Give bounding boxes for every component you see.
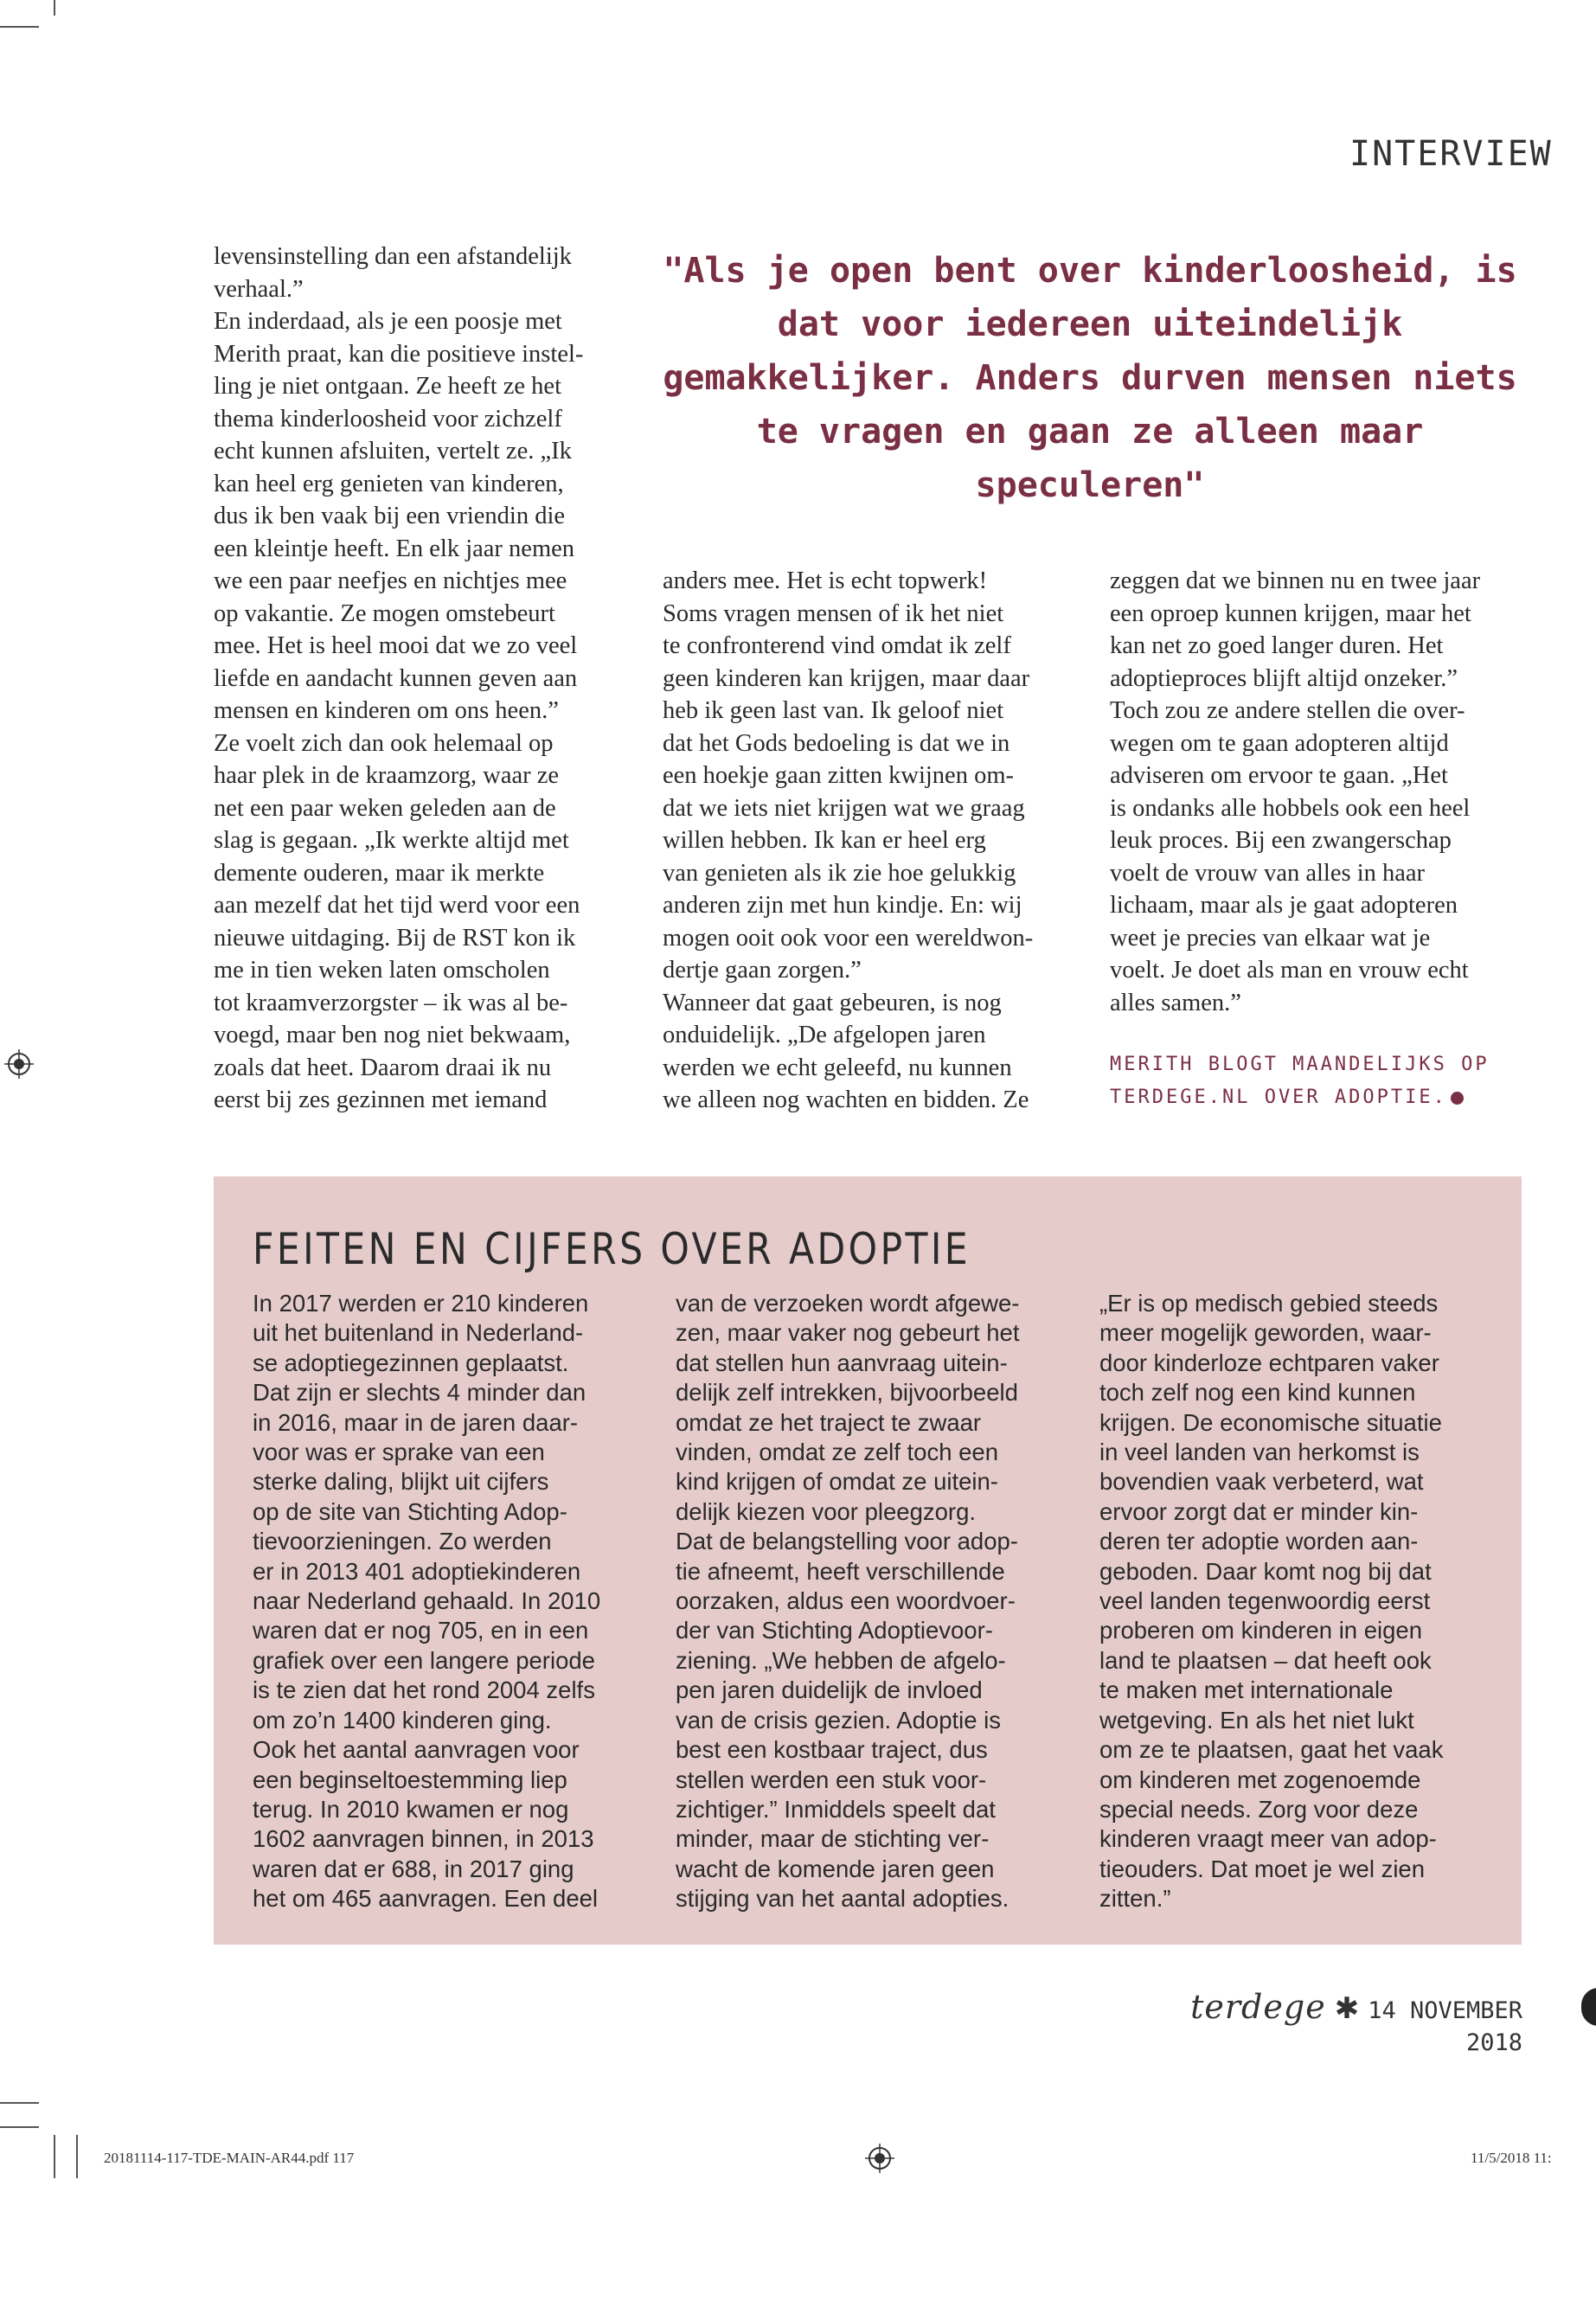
text-line: werden we echt geleefd, nu kunnen bbox=[663, 1054, 1012, 1081]
text-line: adoptieproces blijft altijd onzeker.” bbox=[1110, 664, 1458, 692]
text-line: krijgen. De economische situatie bbox=[1099, 1408, 1442, 1436]
text-line: op de site van Stichting Adop- bbox=[253, 1497, 567, 1525]
text-line: willen hebben. Ik kan er heel erg bbox=[663, 827, 986, 854]
text-line: een beginseltoestemming liep bbox=[253, 1766, 567, 1793]
text-line: meer mogelijk geworden, waar- bbox=[1099, 1319, 1432, 1347]
text-line: we alleen nog wachten en bidden. Ze bbox=[663, 1086, 1029, 1113]
text-line: waren dat er nog 705, en in een bbox=[253, 1617, 589, 1644]
text-line: aan mezelf dat het tijd werd voor een bbox=[214, 892, 580, 919]
text-line: proberen om kinderen in eigen bbox=[1099, 1617, 1423, 1644]
text-line: haar plek in de kraamzorg, waar ze bbox=[214, 762, 560, 789]
text-line: nieuwe uitdaging. Bij de RST kon ik bbox=[214, 924, 576, 952]
text-line: heb ik geen last van. Ik geloof niet bbox=[663, 697, 1004, 724]
text-line: voor was er sprake van een bbox=[253, 1439, 545, 1466]
text-line: adviseren om ervoor te gaan. „Het bbox=[1110, 762, 1448, 789]
registration-mark-icon bbox=[4, 1049, 34, 1079]
facts-column-3 bbox=[1099, 1289, 1489, 1914]
text-line: van genieten als ik zie hoe gelukkig bbox=[663, 859, 1016, 887]
brand-logo: terdege bbox=[1190, 1988, 1326, 2026]
text-line: voelt de vrouw van alles in haar bbox=[1110, 859, 1426, 887]
text-line: lichaam, maar als je gaat adopteren bbox=[1110, 892, 1458, 919]
text-line: tot kraamverzorgster – ik was al be- bbox=[214, 989, 568, 1016]
text-line: echt kunnen afsluiten, vertelt ze. „Ik bbox=[214, 438, 572, 465]
text-line: land te plaatsen – dat heeft ook bbox=[1099, 1646, 1432, 1674]
text-line: anders mee. Het is echt topwerk! bbox=[663, 567, 988, 594]
issue-date: 14 NOVEMBER 2018 bbox=[1368, 1997, 1522, 2056]
text-line: kind krijgen of omdat ze uitein- bbox=[676, 1468, 998, 1496]
text-line: geen kinderen kan krijgen, maar daar bbox=[663, 664, 1030, 692]
text-line: minder, maar de stichting ver- bbox=[676, 1825, 990, 1853]
text-line: oorzaken, aldus een woordvoer- bbox=[676, 1587, 1016, 1615]
text-line: zichtiger.” Inmiddels speelt dat bbox=[676, 1795, 996, 1823]
text-line: alles samen.” bbox=[1110, 989, 1241, 1016]
text-line: op vakantie. Ze mogen omstebeurt bbox=[214, 599, 555, 627]
text-line: mee. Het is heel mooi dat we zo veel bbox=[214, 632, 578, 659]
text-line: ziening. „We hebben de afgelo- bbox=[676, 1646, 1006, 1674]
blog-note-line: MERITH BLOGT MAANDELIJKS OP bbox=[1110, 1054, 1490, 1075]
text-line: verhaal.” bbox=[214, 275, 304, 303]
text-line: bovendien vaak verbeterd, wat bbox=[1099, 1468, 1424, 1496]
text-line: wetgeving. En als het niet lukt bbox=[1099, 1706, 1414, 1734]
crop-mark bbox=[0, 2126, 39, 2128]
text-line: om ze te plaatsen, gaat het vaak bbox=[1099, 1736, 1444, 1764]
text-line: der van Stichting Adoptievoor- bbox=[676, 1617, 993, 1644]
text-line: is te zien dat het rond 2004 zelfs bbox=[253, 1676, 595, 1704]
text-line: En inderdaad, als je een poosje met bbox=[214, 308, 562, 335]
crop-mark bbox=[0, 26, 39, 28]
text-line: om zo’n 1400 kinderen ging. bbox=[253, 1706, 552, 1734]
blog-note bbox=[1110, 1048, 1525, 1114]
text-line: geboden. Daar komt nog bij dat bbox=[1099, 1557, 1432, 1585]
crop-mark bbox=[76, 2135, 78, 2178]
facts-box bbox=[214, 1176, 1522, 1945]
text-line: we een paar neefjes en nichtjes mee bbox=[214, 567, 567, 594]
text-line: kinderen vraagt meer van adop- bbox=[1099, 1825, 1437, 1853]
crop-mark bbox=[0, 2102, 39, 2104]
text-line: vinden, omdat ze zelf toch een bbox=[676, 1439, 999, 1466]
text-line: veel landen tegenwoordig eerst bbox=[1099, 1587, 1431, 1615]
text-line: tie afneemt, heeft verschillende bbox=[676, 1557, 1005, 1585]
text-line: deren ter adoptie worden aan- bbox=[1099, 1528, 1419, 1555]
text-line: levensinstelling dan een afstandelijk bbox=[214, 243, 572, 270]
text-line: Ze voelt zich dan ook helemaal op bbox=[214, 729, 554, 757]
end-dot-icon bbox=[1451, 1092, 1464, 1105]
text-line: tievoorzieningen. Zo werden bbox=[253, 1528, 552, 1555]
text-line: 1602 aanvragen binnen, in 2013 bbox=[253, 1825, 594, 1853]
text-line: een hoekje gaan zitten kwijnen om- bbox=[663, 762, 1014, 789]
text-line: se adoptiegezinnen geplaatst. bbox=[253, 1349, 569, 1376]
text-line: omdat ze het traject te zwaar bbox=[676, 1408, 982, 1436]
text-line: ling je niet ontgaan. Ze heeft ze het bbox=[214, 373, 561, 400]
text-line: onduidelijk. „De afgelopen jaren bbox=[663, 1022, 986, 1048]
text-line: het om 465 aanvragen. Een deel bbox=[253, 1885, 599, 1913]
text-line: een kleintje heeft. En elk jaar nemen bbox=[214, 535, 575, 562]
text-line: kan heel erg genieten van kinderen, bbox=[214, 470, 564, 497]
text-line: voelt. Je doet als man en vrouw echt bbox=[1110, 957, 1469, 984]
text-line: zoals dat heet. Daarom draai ik nu bbox=[214, 1054, 552, 1081]
text-line: Soms vragen mensen of ik het niet bbox=[663, 599, 1004, 627]
text-line: Toch zou ze andere stellen die over- bbox=[1110, 697, 1465, 724]
text-line: In 2017 werden er 210 kinderen bbox=[253, 1290, 589, 1317]
crop-mark bbox=[54, 2135, 55, 2178]
text-line: door kinderloze echtparen vaker bbox=[1099, 1349, 1439, 1376]
text-line: grafiek over een langere periode bbox=[253, 1646, 595, 1674]
facts-title: FEITEN EN CIJFERS OVER ADOPTIE bbox=[253, 1224, 971, 1274]
blog-note-line: TERDEGE.NL OVER ADOPTIE. bbox=[1110, 1086, 1447, 1108]
print-slug-file: 20181114-117-TDE-MAIN-AR44.pdf 117 bbox=[104, 2150, 355, 2166]
page-number-tab bbox=[1581, 1988, 1596, 2026]
text-line: naar Nederland gehaald. In 2010 bbox=[253, 1587, 601, 1615]
text-line: kan net zo goed langer duren. Het bbox=[1110, 632, 1444, 659]
registration-mark-icon bbox=[865, 2144, 894, 2173]
text-line: om kinderen met zogenoemde bbox=[1099, 1766, 1421, 1793]
text-line: toch zelf nog een kind kunnen bbox=[1099, 1379, 1416, 1407]
pull-quote: "Als je open bent over kinderloosheid, is dat voor iedereen uiteindelijk gemakkelijker. Anders durven mensen niets te vragen en gaan ze alleen maar speculeren" bbox=[663, 251, 1517, 505]
text-line: wacht de komende jaren geen bbox=[676, 1855, 995, 1882]
text-line: pen jaren duidelijk de invloed bbox=[676, 1676, 983, 1704]
article-column-2 bbox=[663, 565, 1086, 1117]
text-line: dat stellen hun aanvraag uitein- bbox=[676, 1349, 1008, 1376]
text-line: dertje gaan zorgen.” bbox=[663, 957, 862, 984]
star-icon: ✱ bbox=[1334, 1993, 1360, 2025]
text-line: weet je precies van elkaar wat je bbox=[1110, 924, 1431, 952]
text-line: sterke daling, blijkt uit cijfers bbox=[253, 1468, 549, 1496]
text-line: te confronterend vind omdat ik zelf bbox=[663, 632, 1011, 659]
text-line: wegen om te gaan adopteren altijd bbox=[1110, 729, 1449, 757]
section-label: INTERVIEW bbox=[1349, 134, 1553, 174]
text-line: ervoor zorgt dat er minder kin- bbox=[1099, 1497, 1419, 1525]
text-line: stellen werden een stuk voor- bbox=[676, 1766, 987, 1793]
text-line: anderen zijn met hun kindje. En: wij bbox=[663, 892, 1022, 919]
facts-column-1 bbox=[253, 1289, 642, 1914]
text-line: thema kinderloosheid voor zichzelf bbox=[214, 405, 562, 433]
text-line: Ook het aantal aanvragen voor bbox=[253, 1736, 580, 1764]
text-line: van de verzoeken wordt afgewe- bbox=[676, 1290, 1020, 1317]
text-line: er in 2013 401 adoptiekinderen bbox=[253, 1557, 581, 1585]
print-slug-datetime: 11/5/2018 11: bbox=[1471, 2150, 1552, 2166]
text-line: delijk kiezen voor pleegzorg. bbox=[676, 1497, 976, 1525]
text-line: Wanneer dat gaat gebeuren, is nog bbox=[663, 989, 1002, 1016]
text-line: een oproep kunnen krijgen, maar het bbox=[1110, 599, 1471, 627]
text-line: uit het buitenland in Nederland- bbox=[253, 1319, 584, 1347]
text-line: van de crisis gezien. Adoptie is bbox=[676, 1706, 1002, 1734]
text-line: dus ik ben vaak bij een vriendin die bbox=[214, 503, 566, 529]
text-line: zitten.” bbox=[1099, 1885, 1171, 1913]
text-line: net een paar weken geleden aan de bbox=[214, 794, 556, 822]
text-line: eerst bij zes gezinnen met iemand bbox=[214, 1086, 548, 1113]
text-line: delijk zelf intrekken, bijvoorbeeld bbox=[676, 1379, 1018, 1407]
text-line: liefde en aandacht kunnen geven aan bbox=[214, 664, 578, 692]
text-line: Merith praat, kan die positieve instel- bbox=[214, 340, 584, 368]
text-line: in 2016, maar in de jaren daar- bbox=[253, 1408, 579, 1436]
text-line: „Er is op medisch gebied steeds bbox=[1099, 1290, 1439, 1317]
text-line: mogen ooit ook voor een wereldwon- bbox=[663, 924, 1034, 952]
text-line: slag is gegaan. „Ik werkte altijd met bbox=[214, 827, 569, 854]
text-line: terug. In 2010 kwamen er nog bbox=[253, 1795, 569, 1823]
article-column-1 bbox=[214, 240, 629, 1117]
text-line: demente ouderen, maar ik merkte bbox=[214, 859, 545, 887]
text-line: dat we iets niet krijgen wat we graag bbox=[663, 794, 1025, 822]
text-line: voegd, maar ben nog niet bekwaam, bbox=[214, 1022, 571, 1048]
text-line: mensen en kinderen om ons heen.” bbox=[214, 697, 559, 724]
text-line: special needs. Zorg voor deze bbox=[1099, 1795, 1419, 1823]
text-line: zen, maar vaker nog gebeurt het bbox=[676, 1319, 1020, 1347]
text-line: best een kostbaar traject, dus bbox=[676, 1736, 988, 1764]
text-line: dat het Gods bedoeling is dat we in bbox=[663, 729, 1010, 757]
footer-brand bbox=[1176, 1988, 1522, 2057]
text-line: me in tien weken laten omscholen bbox=[214, 957, 550, 984]
text-line: in veel landen van herkomst is bbox=[1099, 1439, 1420, 1466]
text-line: tieouders. Dat moet je wel zien bbox=[1099, 1855, 1426, 1882]
text-line: leuk proces. Bij een zwangerschap bbox=[1110, 827, 1452, 854]
text-line: waren dat er 688, in 2017 ging bbox=[253, 1855, 574, 1882]
facts-column-2 bbox=[676, 1289, 1065, 1914]
text-line: zeggen dat we binnen nu en twee jaar bbox=[1110, 567, 1481, 594]
text-line: Dat de belangstelling voor adop- bbox=[676, 1528, 1018, 1555]
text-line: stijging van het aantal adopties. bbox=[676, 1885, 1010, 1913]
text-line: te maken met internationale bbox=[1099, 1676, 1394, 1704]
text-line: Dat zijn er slechts 4 minder dan bbox=[253, 1379, 586, 1407]
crop-mark bbox=[54, 0, 55, 16]
article-column-3 bbox=[1110, 565, 1534, 1019]
text-line: is ondanks alle hobbels ook een heel bbox=[1110, 794, 1471, 822]
